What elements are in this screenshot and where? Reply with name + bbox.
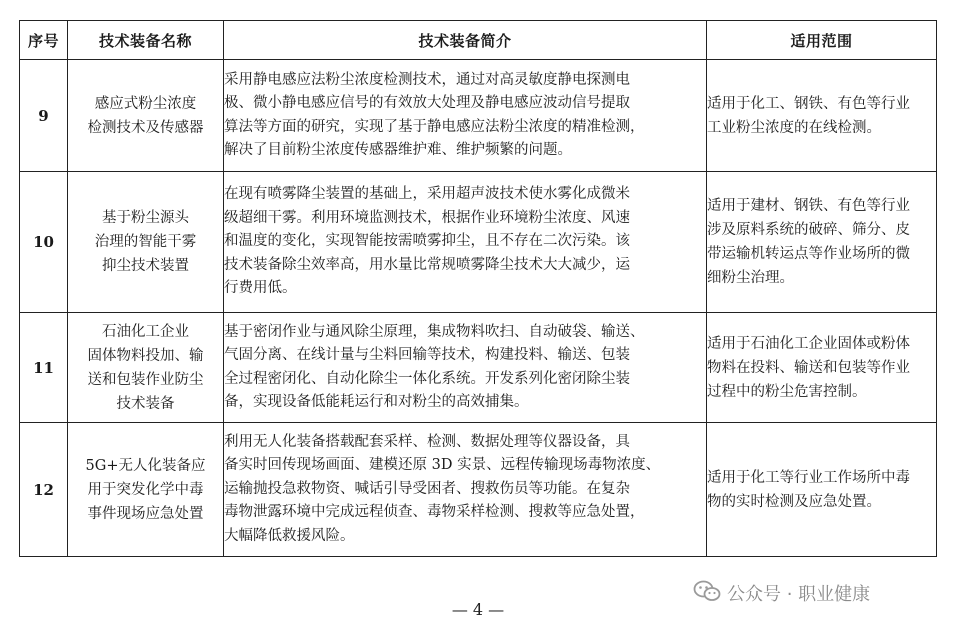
- header-equipment-intro: 技术装备简介: [224, 21, 707, 60]
- intro-line: 利用无人化装备搭载配套采样、检测、数据处理等仪器设备，具: [224, 433, 630, 450]
- scope-line: 细粉尘治理。: [707, 270, 794, 286]
- equipment-scope: [707, 423, 937, 557]
- name-line: 5G+无人化装备应: [85, 457, 206, 474]
- watermark-text: 公众号 · 职业健康: [727, 584, 871, 605]
- intro-line: 大幅降低救援风险。: [224, 527, 355, 544]
- intro-line: 毒物泄露环境中完成远程侦查、毒物采样检测、搜救等应急处置，: [224, 504, 645, 521]
- header-equipment-name: 技术装备名称: [68, 21, 224, 60]
- intro-line: 备实时回传现场画面、建模还原 3D 实景、远程传输现场毒物浓度、: [224, 457, 661, 474]
- equipment-name: [68, 313, 224, 423]
- row-number: 11: [20, 313, 68, 423]
- name-line: 抑尘技术装置: [102, 258, 189, 274]
- table-row: [20, 423, 937, 557]
- equipment-intro: [224, 313, 707, 423]
- name-line: 技术装备: [116, 395, 175, 412]
- equipment-name: [68, 172, 224, 313]
- intro-line: 算法等方面的研究，实现了基于静电感应法粉尘浓度的精准检测，: [224, 118, 645, 135]
- table-header-row: [20, 21, 937, 60]
- name-line: 事件现场应急处置: [87, 505, 204, 522]
- equipment-intro: [224, 423, 707, 557]
- equipment-scope: [707, 60, 937, 172]
- row-number: 10: [20, 172, 68, 313]
- name-line: 治理的智能干雾: [94, 234, 197, 250]
- scope-line: 适用于建材、钢铁、有色等行业: [707, 198, 910, 214]
- intro-line: 基于密闭作业与通风除尘原理，集成物料吹扫、自动破袋、输送、: [224, 323, 645, 340]
- name-line: 石油化工企业: [102, 323, 189, 340]
- page-number: — 4 —: [451, 600, 505, 619]
- name-line: 感应式粉尘浓度: [94, 95, 197, 112]
- scope-line: 过程中的粉尘危害控制。: [707, 383, 867, 400]
- table-row: [20, 172, 937, 313]
- name-line: 用于突发化学中毒: [87, 481, 204, 498]
- intro-line: 极、微小静电感应信号的有效放大处理及静电感应波动信号提取: [224, 95, 630, 111]
- equipment-scope: [707, 313, 937, 423]
- name-line: 检测技术及传感器: [87, 119, 204, 136]
- intro-line: 技术装备除尘效率高，用水量比常规喷雾降尘技术大大减少，运: [224, 256, 630, 273]
- scope-line: 涉及原料系统的破碎、筛分、皮: [707, 222, 910, 238]
- intro-line: 气固分离、在线计量与尘料回输等技术，构建投料、输送、包装: [224, 347, 630, 363]
- intro-line: 采用静电感应法粉尘浓度检测技术，通过对高灵敏度静电探测电: [224, 71, 630, 88]
- row-number: 12: [20, 423, 68, 557]
- equipment-table: [19, 20, 937, 557]
- scope-line: 物料在投料、输送和包装等作业: [707, 359, 910, 376]
- name-line: 送和包装作业防尘: [87, 371, 204, 388]
- table-row: [20, 60, 937, 172]
- table-row: [20, 313, 937, 423]
- intro-line: 解决了目前粉尘浓度传感器维护难、维护频繁的问题。: [224, 142, 572, 158]
- header-index: 序号: [20, 21, 68, 60]
- intro-line: 在现有喷雾降尘装置的基础上，采用超声波技术使水雾化成微米: [224, 186, 630, 203]
- scope-line: 适用于石油化工企业固体或粉体: [707, 335, 910, 352]
- intro-line: 备，实现设备低能耗运行和对粉尘的高效捕集。: [224, 394, 529, 410]
- scope-line: 适用于化工等行业工作场所中毒: [707, 469, 910, 486]
- equipment-scope: [707, 172, 937, 313]
- scope-line: 带运输机转运点等作业场所的微: [707, 246, 910, 262]
- intro-line: 全过程密闭化、自动化除尘一体化系统。开发系列化密闭除尘装: [224, 370, 630, 387]
- scope-line: 物的实时检测及应急处置。: [707, 493, 881, 510]
- name-line: 固体物料投加、输: [87, 347, 204, 364]
- intro-line: 行费用低。: [224, 280, 297, 297]
- scope-line: 工业粉尘浓度的在线检测。: [707, 119, 881, 136]
- intro-line: 和温度的变化，实现智能按需喷雾抑尘，且不存在二次污染。该: [224, 233, 630, 250]
- intro-line: 级超细干雾。利用环境监测技术，根据作业环境粉尘浓度、风速: [224, 209, 630, 226]
- name-line: 基于粉尘源头: [102, 210, 189, 226]
- equipment-intro: [224, 172, 707, 313]
- equipment-intro: [224, 60, 707, 172]
- equipment-name: [68, 60, 224, 172]
- header-scope: 适用范围: [707, 21, 937, 60]
- row-number: 9: [20, 60, 68, 172]
- equipment-name: [68, 423, 224, 557]
- scope-line: 适用于化工、钢铁、有色等行业: [707, 95, 910, 112]
- intro-line: 运输抛投急救物资、喊话引导受困者、搜救伤员等功能。在复杂: [224, 480, 630, 497]
